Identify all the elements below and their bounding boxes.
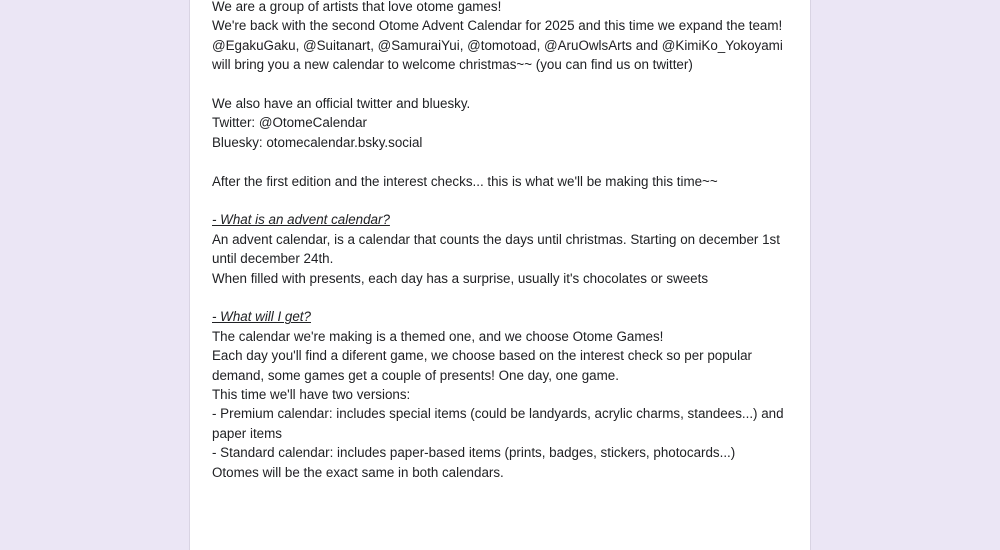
- premium-calendar-line: - Premium calendar: includes special items (could be landyards, acrylic charms, standees...) and paper items: [212, 406, 784, 441]
- intro-line: We are a group of artists that love otome games!: [212, 0, 502, 14]
- advent-calendar-heading: - What is an advent calendar?: [212, 212, 390, 228]
- spacer: [212, 191, 790, 210]
- first-edition-line: After the first edition and the interest checks... this is what we'll be making this time~~: [212, 173, 718, 189]
- what-will-i-get-heading: - What will I get?: [212, 309, 311, 325]
- two-versions-line: This time we'll have two versions:: [212, 387, 411, 403]
- standard-calendar-line: - Standard calendar: includes paper-based items (prints, badges, stickers, photocards...): [212, 445, 736, 461]
- spacer: [212, 288, 790, 307]
- twitter-handle: Twitter: @OtomeCalendar: [212, 115, 367, 131]
- presents-line: When filled with presents, each day has a surprise, usually it's chocolates or sweets: [212, 270, 709, 286]
- bluesky-handle: Bluesky: otomecalendar.bsky.social: [212, 134, 423, 150]
- same-otomes-line: Otomes will be the exact same in both calendars.: [212, 464, 504, 480]
- advent-calendar-definition: An advent calendar, is a calendar that counts the days until christmas. Starting on december 1st until december 24th.: [212, 231, 780, 267]
- spacer: [212, 152, 790, 171]
- spacer: [212, 75, 790, 94]
- different-game-line: Each day you'll find a diferent game, we choose based on the interest check so per popular demand, some games get a couple of presents! One day, one game.: [212, 348, 752, 383]
- second-calendar-line: We're back with the second Otome Advent Calendar for 2025 and this time we expand the team!: [212, 18, 783, 34]
- official-accounts-line: We also have an official twitter and bluesky.: [212, 96, 471, 112]
- artists-line: @EgakuGaku, @Suitanart, @SamuraiYui, @tomotoad, @AruOwlsArts and @KimiKo_Yokoyami will bring you a new calendar to welcome christmas~~ (you can find us on twitter): [212, 37, 783, 73]
- description-text: [212, 0, 790, 482]
- themed-calendar-line: The calendar we're making is a themed one, and we choose Otome Games!: [212, 328, 664, 344]
